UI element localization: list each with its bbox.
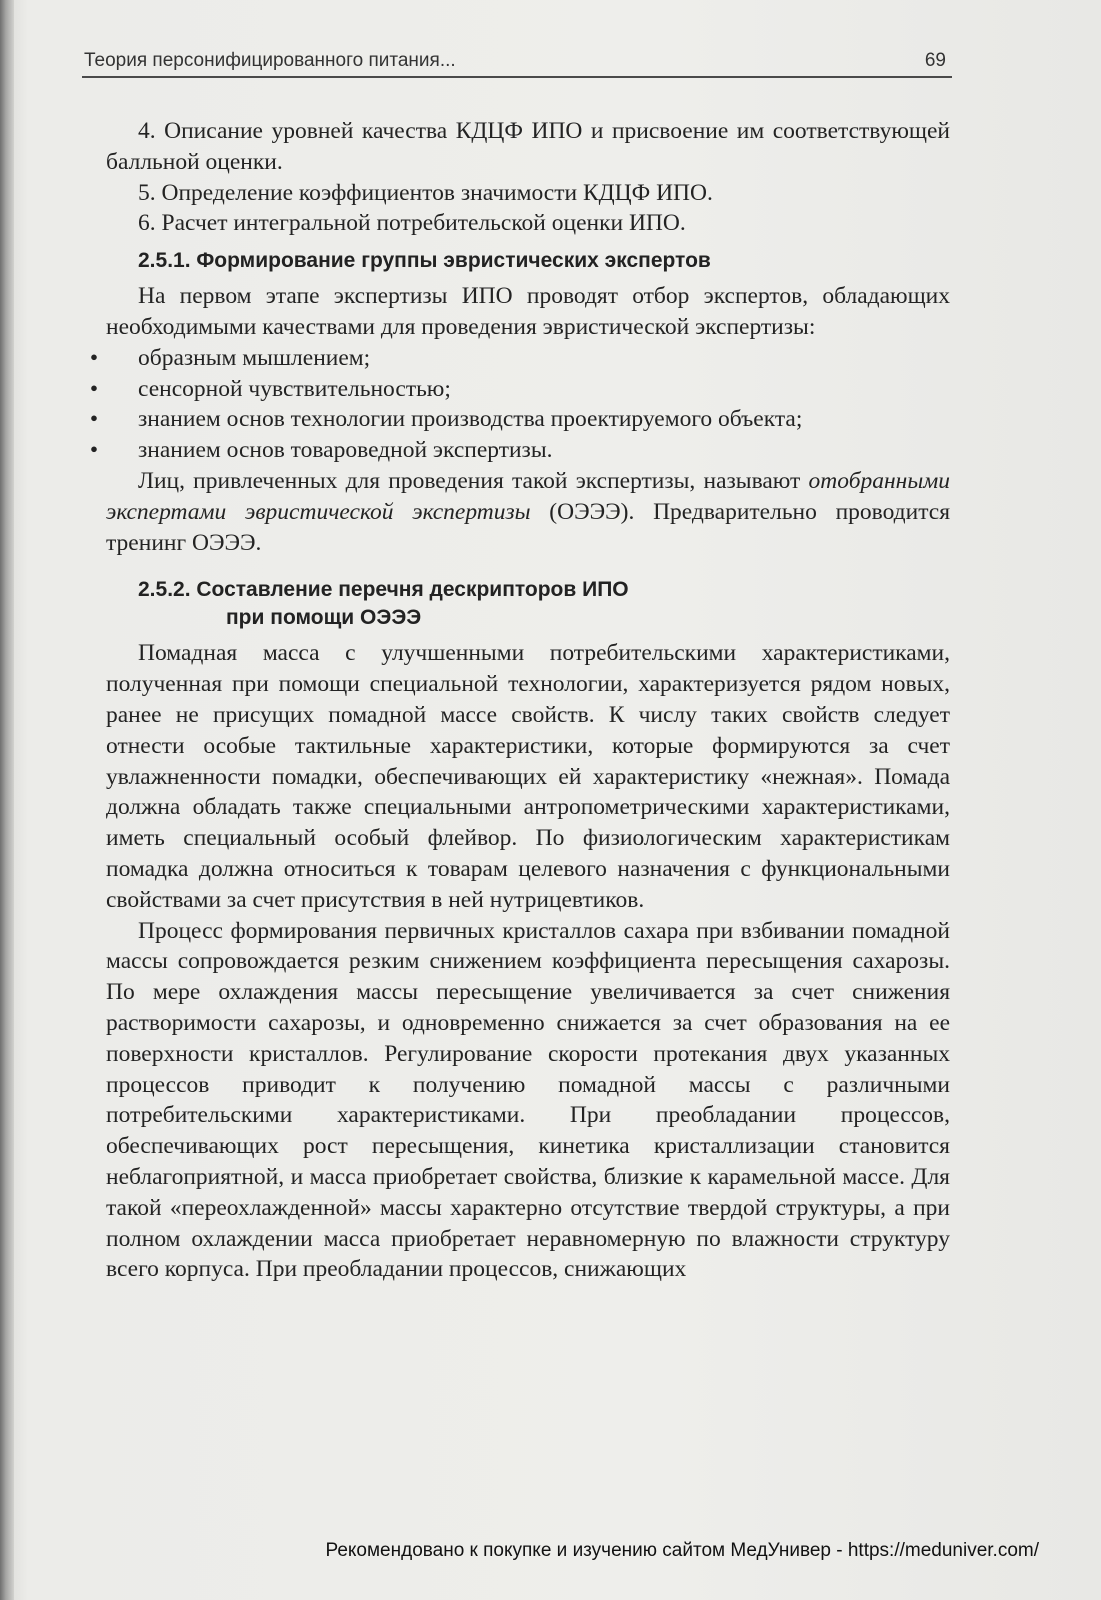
paragraph-text: (ОЭЭЭ). Предварительно проводится тренинг ОЭЭЭ. [106,498,951,556]
list-item [89,343,950,374]
list-item: 5. Определение коэффициентов значимости КДЦФ ИПО. [138,179,713,206]
paragraph [106,466,950,558]
section-heading-2-5-2 [138,576,950,632]
criteria-list [89,343,950,466]
list-item-text: знанием основ технологии производства проектируемого объекта; [138,406,803,433]
bullet-icon: • [89,406,99,433]
bullet-icon: • [89,437,99,464]
footer-text: Рекомендовано к покупке и изучению сайтом МедУнивер - https://meduniver.com/ [325,1540,1039,1561]
paragraph: Помадная масса с улучшенными потребительскими характеристиками, полученная при помощи специальной технологии, характеризуется рядом новых, ранее не присущих помадной массе свойств. К числу таких свойств следует отнести особые тактильные характеристики, которые формируются за счет увлажненности помадки, обеспечивающих ей характеристику «нежная». Помада должна обладать также специальными антропометрическими характеристиками, иметь специальный особый флейвор. По физиологическим характеристикам помадка должна относиться к товарам целевого назначения с функциональными свойствами за счет присутствия в ней нутрицевтиков. [106,640,950,913]
paragraph-text: Лиц, привлеченных для проведения такой экспертизы, называют [138,467,809,494]
list-item [89,404,950,435]
emphasized-term: отобранными экспертами эвристической экспертизы [106,467,950,525]
page-header [82,46,952,78]
paragraph: Процесс формирования первичных кристаллов сахара при взбивании помадной массы сопровождается резким снижением коэффициента пересыщения сахарозы. По мере охлаждения массы пересыщение увеличивается за счет снижения растворимости сахарозы, и одновременно снижается за счет образования на ее поверхности кристаллов. Регулирование скорости протекания двух указанных процессов приводит к получению помадной массы с различными потребительскими характеристиками. При преобладании процессов, обеспечивающих рост пересыщения, кинетика кристаллизации становится неблагоприятной, и масса приобретает свойства, близкие к карамельной массе. Для такой «переохлажденной» массы характерно отсутствие твердой структуры, а при полном охлаждении масса приобретает неравномерную по влажности структуру всего корпуса. При преобладании процессов, снижающих [106,917,950,1283]
page-body [89,116,951,1285]
list-item [89,374,950,405]
page-number: 69 [924,50,946,71]
list-item [89,435,950,466]
bullet-icon: • [89,344,99,371]
list-item-text: образным мышлением; [138,344,371,371]
section-heading-2-5-1: 2.5.1. Формирование группы эвристических экспертов [138,249,711,273]
heading-line: при помощи ОЭЭЭ [226,606,422,630]
section-intro: На первом этапе экспертизы ИПО проводят отбор экспертов, обладающих необходимыми качествами для проведения эвристической экспертизы: [106,283,950,340]
bullet-icon: • [89,375,99,402]
page-binding-shadow [0,0,14,1600]
list-item-text: знанием основ товароведной экспертизы. [138,437,553,464]
running-title: Теория персонифицированного питания... [84,50,456,71]
heading-line: 2.5.2. Составление перечня дескрипторов ИПО [138,578,629,602]
list-item: 4. Описание уровней качества КДЦФ ИПО и присвоение им соответствующей балльной оценки. [106,118,950,175]
list-item-text: сенсорной чувствительностью; [138,375,451,402]
list-item: 6. Расчет интегральной потребительской оценки ИПО. [138,210,686,237]
